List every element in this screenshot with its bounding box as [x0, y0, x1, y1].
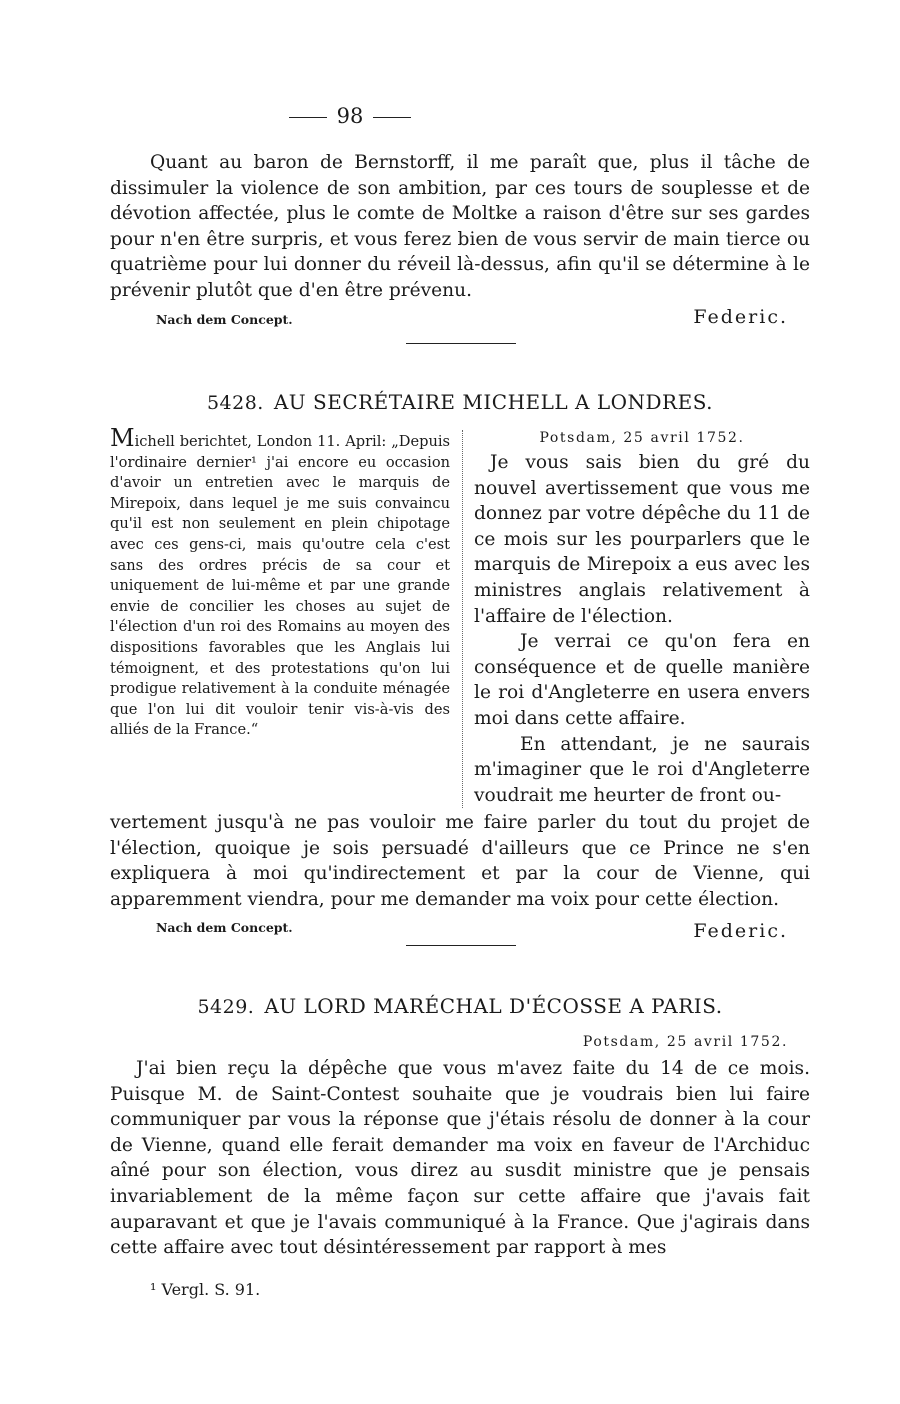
letter-body: J'ai bien reçu la dépêche que vous m'avez faite du 14 de ce mois. Puisque M. de Saint-Contest souhaite que je voudrais bien lui faire communiquer par vous la réponse que j'étais résolu de donner à la cour de Vienne, quand elle ferait demander ma voix en faveur de l'Archiduc aîné pour son élection, vous direz au susdit ministre que je pensais invariablement de la même façon sur cette affaire que j'avais fait auparavant et que je l'avais communiqué à la France. Que j'agirais dans cette affaire avec tout désintéressement par rapport à mes: [110, 1058, 810, 1259]
letter-title: AU SECRÉTAIRE MICHELL A LONDRES.: [273, 390, 714, 414]
reply-paragraph: Je vous sais bien du gré du nouvel avertissement que vous me donnez par votre dépêche du 11 de ce mois sur les pourparlers que le marquis de Mirepoix a eus avec les ministres anglais relativement à l'affaire de l'élection.: [474, 452, 810, 627]
letter-title: AU LORD MARÉCHAL D'ÉCOSSE A PARIS.: [264, 994, 723, 1018]
page-number: 98: [275, 104, 425, 128]
letter-heading-5429: [110, 994, 810, 1018]
two-column-block: [110, 424, 810, 813]
reply-paragraph: En attendant, je ne saurais m'imaginer que le roi d'Angleterre voudrait me heurter de front ou-: [474, 733, 810, 806]
section-rule-2: [406, 945, 516, 946]
initial-letter: M: [110, 424, 135, 452]
report-excerpt: [110, 424, 450, 741]
signature-2: Federic.: [693, 920, 788, 942]
section-rule-1: [406, 343, 516, 344]
concept-note-1: Nach dem Concept.: [156, 312, 293, 327]
intro-paragraph: Quant au baron de Bernstorff, il me paraît que, plus il tâche de dissimuler la violence de son ambition, par ces tours de souplesse et de dévotion affectée, plus le comte de Moltke a raison d'être sur ses gardes pour n'en être surpris, et vous ferez bien de vous servir de main tierce ou quatrième pour lui donner du réveil là-dessus, afin qu'il se détermine à le prévenir plutôt que d'en être prévenu.: [110, 152, 810, 301]
place-date: Potsdam, 25 avril 1752.: [582, 1034, 788, 1050]
letter-heading-5428: [110, 390, 810, 414]
place-date: Potsdam, 25 avril 1752.: [539, 430, 745, 446]
letter-number: 5429.: [197, 996, 255, 1018]
reply-paragraph: Je verrai ce qu'on fera en conséquence et de quelle manière le roi d'Angleterre en usera envers moi dans cette affaire.: [474, 631, 810, 729]
report-excerpt-text: ichell berichtet, London 11. April: „Depuis l'ordinaire dernier¹ j'ai encore eu occasion d'avoir un entretien avec le marquis de Mirepoix, dans lequel je me suis convaincu qu'il est non seulement en plein chipotage avec ces gens-ci, mais qu'outre cela c'est sans des ordres précis de sa cour et uniquement de lui-même et par une grande envie de concilier les choses au sujet de l'élection d'un roi des Romains au moyen des dispositions favorables que les Anglais lui témoignent, et des protestations qu'on lui prodigue relativement à la conduite ménagée que l'on lui dit vouloir tenir vis-à-vis des alliés de la France.“: [110, 433, 450, 739]
footnote: ¹ Vergl. S. 91.: [150, 1280, 261, 1299]
continuation-paragraph: vertement jusqu'à ne pas vouloir me faire parler du tout du projet de l'élection, quoique je sois persuadé d'ailleurs que ce Prince ne s'en expliquera à moi qu'indirectement et par la cour de Vienne, qui apparemment viendra, pour me demander ma voix pour cette élection.: [110, 812, 810, 910]
reply-column: [474, 428, 810, 808]
signature-1: Federic.: [693, 306, 788, 328]
letter-number: 5428.: [206, 392, 264, 414]
column-divider: [462, 430, 463, 808]
concept-note-2: Nach dem Concept.: [156, 920, 293, 935]
